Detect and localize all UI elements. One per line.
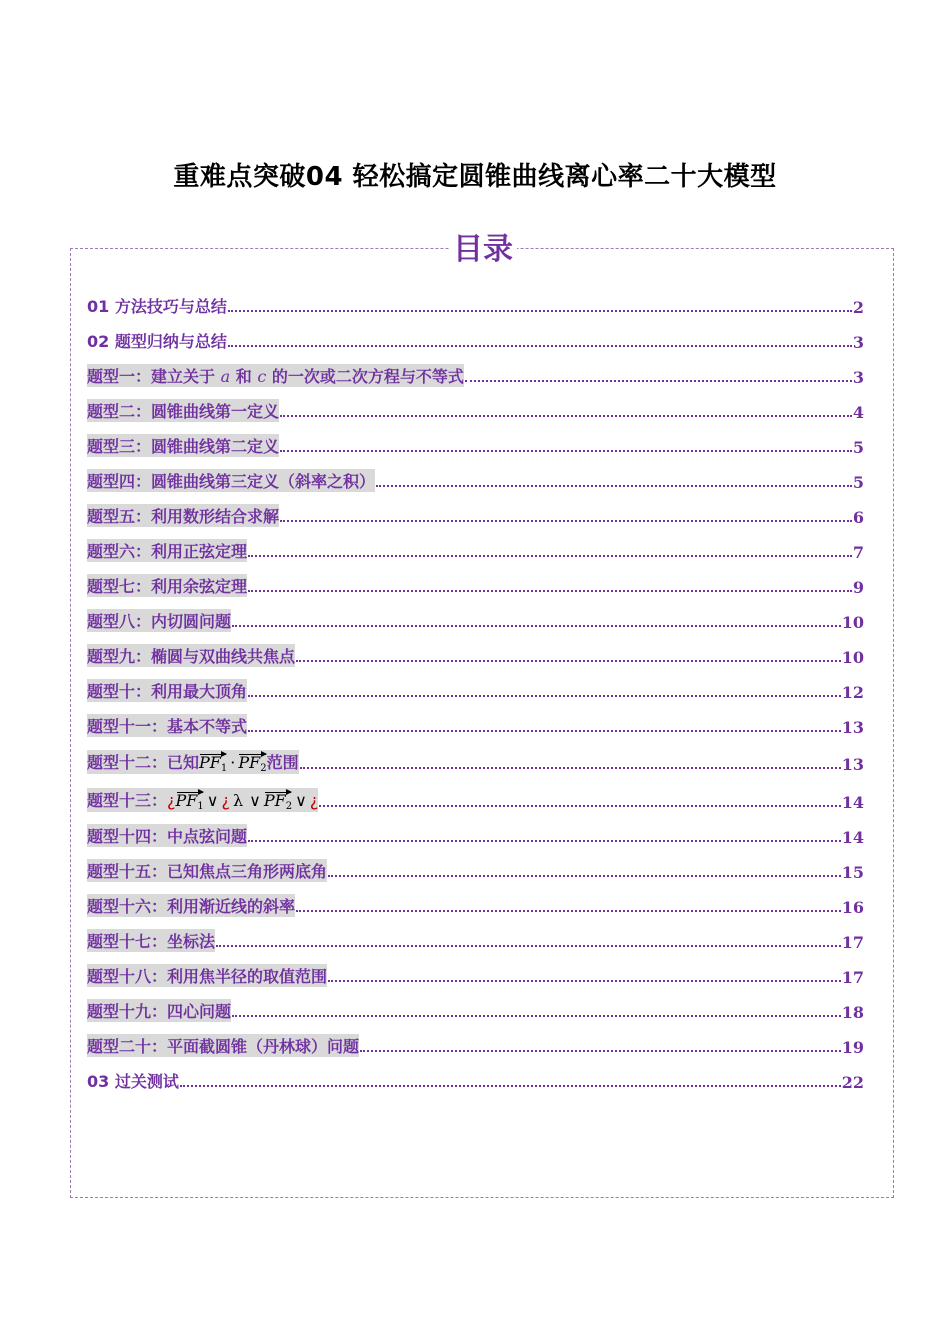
toc-entry-type-12[interactable] <box>87 750 864 774</box>
toc-entry-type-15[interactable] <box>87 858 864 882</box>
toc-page-number: 6 <box>852 508 864 527</box>
vector-pf2: $PF_2$ <box>263 791 293 812</box>
toc-page-number: 15 <box>841 863 864 882</box>
dot-leader <box>228 310 852 312</box>
toc-entry-type-5[interactable] <box>87 503 864 527</box>
dot-leader <box>328 980 841 982</box>
toc-entry-label: 题型九：椭圆与双曲线共焦点 <box>87 644 295 667</box>
toc-entry-type-7[interactable] <box>87 573 864 597</box>
toc-page-number: 17 <box>841 968 864 987</box>
toc-entry-label: 题型十一：基本不等式 <box>87 714 247 737</box>
toc-page-number: 19 <box>841 1038 864 1057</box>
toc-heading <box>71 231 895 269</box>
dot-leader <box>248 555 852 557</box>
toc-entry-type-10[interactable] <box>87 678 864 702</box>
math-var-c: c <box>257 367 267 386</box>
toc-entry-type-16[interactable] <box>87 893 864 917</box>
math-var-a: a <box>220 367 231 386</box>
toc-page-number: 16 <box>841 898 864 917</box>
toc-entry-type-9[interactable] <box>87 643 864 667</box>
toc-page-number: 5 <box>852 438 864 457</box>
toc-page-number: 17 <box>841 933 864 952</box>
dot-leader <box>280 520 852 522</box>
toc-entry-label: 题型十九：四心问题 <box>87 999 231 1022</box>
toc-entry-label: 题型二十：平面截圆锥（丹林球）问题 <box>87 1034 359 1057</box>
toc-page-number: 14 <box>841 793 864 812</box>
toc-page-number: 3 <box>852 333 864 352</box>
toc-page-number: 9 <box>852 578 864 597</box>
dot-leader <box>248 840 841 842</box>
dot-leader <box>232 1015 841 1017</box>
toc-entry-label: 题型十六：利用渐近线的斜率 <box>87 894 295 917</box>
toc-page-number: 5 <box>852 473 864 492</box>
toc-entry-type-13[interactable] <box>87 788 864 812</box>
dot-leader <box>180 1085 841 1087</box>
vector-pf1: $PF_1$ <box>175 791 204 812</box>
toc-page-number: 2 <box>852 298 864 317</box>
dot-operator: · <box>230 753 236 772</box>
toc-page-number: 18 <box>841 1003 864 1022</box>
toc-entry-label: 题型五：利用数形结合求解 <box>87 504 279 527</box>
label-mid: 和 <box>235 367 252 386</box>
toc-page-number: 22 <box>841 1073 864 1092</box>
toc-entry-label: 02 题型归纳与总结 <box>87 332 227 351</box>
toc-page-number: 13 <box>841 755 864 774</box>
toc-entry-label: 题型十三：¿$PF_1$ ∨ ¿ λ ∨ $PF_2$ ∨ ¿ <box>87 788 318 812</box>
toc-entry-label: 题型十：利用最大顶角 <box>87 679 247 702</box>
toc-entry-type-19[interactable] <box>87 998 864 1022</box>
table-of-contents <box>70 232 894 1198</box>
dot-leader <box>376 485 852 487</box>
toc-entry-type-6[interactable] <box>87 538 864 562</box>
toc-entry-label <box>87 750 299 774</box>
label-prefix: 题型十二：已知 <box>87 753 200 772</box>
toc-entry-label: 01 方法技巧与总结 <box>87 297 227 316</box>
toc-entry-label: 题型四：圆锥曲线第三定义（斜率之积） <box>87 469 375 492</box>
label-prefix: 题型十三： <box>87 791 168 810</box>
toc-entry-type-1[interactable] <box>87 363 864 387</box>
toc-entry-type-2[interactable] <box>87 398 864 422</box>
document-title: 重难点突破04 轻松搞定圆锥曲线离心率二十大模型 <box>173 162 777 192</box>
toc-entry-label: 题型十四：中点弦问题 <box>87 824 247 847</box>
label-suffix: 的一次或二次方程与不等式 <box>271 367 464 386</box>
label-prefix: 题型一：建立关于 <box>87 367 216 386</box>
toc-entry-tests[interactable] <box>87 1068 864 1092</box>
toc-entry-type-18[interactable] <box>87 963 864 987</box>
dot-leader <box>232 625 841 627</box>
toc-page-number: 3 <box>852 368 864 387</box>
toc-page-number: 7 <box>852 543 864 562</box>
toc-entry-label: 题型十八：利用焦半径的取值范围 <box>87 964 327 987</box>
toc-heading-text: 目录 <box>449 231 517 269</box>
dot-leader <box>216 945 841 947</box>
dot-leader <box>228 345 852 347</box>
toc-entry-label: 题型七：利用余弦定理 <box>87 574 247 597</box>
dot-leader <box>319 805 840 807</box>
toc-entry-label: 题型十七：坐标法 <box>87 929 215 952</box>
toc-page-number: 10 <box>841 613 864 632</box>
toc-entry-type-8[interactable] <box>87 608 864 632</box>
dot-leader <box>280 415 852 417</box>
toc-entry-type-11[interactable] <box>87 713 864 737</box>
toc-entry-label: 03 过关测试 <box>87 1072 179 1091</box>
dot-leader <box>328 875 841 877</box>
dot-leader <box>296 910 841 912</box>
toc-entry-type-20[interactable] <box>87 1033 864 1057</box>
toc-entry-methods[interactable] <box>87 293 864 317</box>
vector-pf2: $PF_2$ <box>238 753 267 774</box>
toc-entry-label: 题型六：利用正弦定理 <box>87 539 247 562</box>
toc-page-number: 10 <box>841 648 864 667</box>
toc-entry-label: 题型十五：已知焦点三角形两底角 <box>87 859 327 882</box>
toc-entry-label: 题型三：圆锥曲线第二定义 <box>87 434 279 457</box>
vector-pf1: $PF_1$ <box>199 753 228 774</box>
dot-leader <box>465 380 852 382</box>
toc-entry-type-17[interactable] <box>87 928 864 952</box>
dot-leader <box>248 730 841 732</box>
toc-page-number: 13 <box>841 718 864 737</box>
toc-entry-label: 题型八：内切圆问题 <box>87 609 231 632</box>
toc-page-number: 14 <box>841 828 864 847</box>
dot-leader <box>360 1050 841 1052</box>
toc-entry-summary[interactable] <box>87 328 864 352</box>
toc-page-number: 12 <box>841 683 864 702</box>
toc-entry-type-14[interactable] <box>87 823 864 847</box>
toc-page-number: 4 <box>852 403 864 422</box>
dot-leader <box>248 695 841 697</box>
label-suffix: 范围 <box>266 753 299 772</box>
dot-leader <box>248 590 852 592</box>
toc-entry-label: 题型二：圆锥曲线第一定义 <box>87 399 279 422</box>
toc-entry-type-3[interactable] <box>87 433 864 457</box>
toc-entry-label <box>87 364 464 387</box>
toc-entry-type-4[interactable] <box>87 468 864 492</box>
dot-leader <box>300 767 841 769</box>
dot-leader <box>280 450 852 452</box>
dot-leader <box>296 660 841 662</box>
